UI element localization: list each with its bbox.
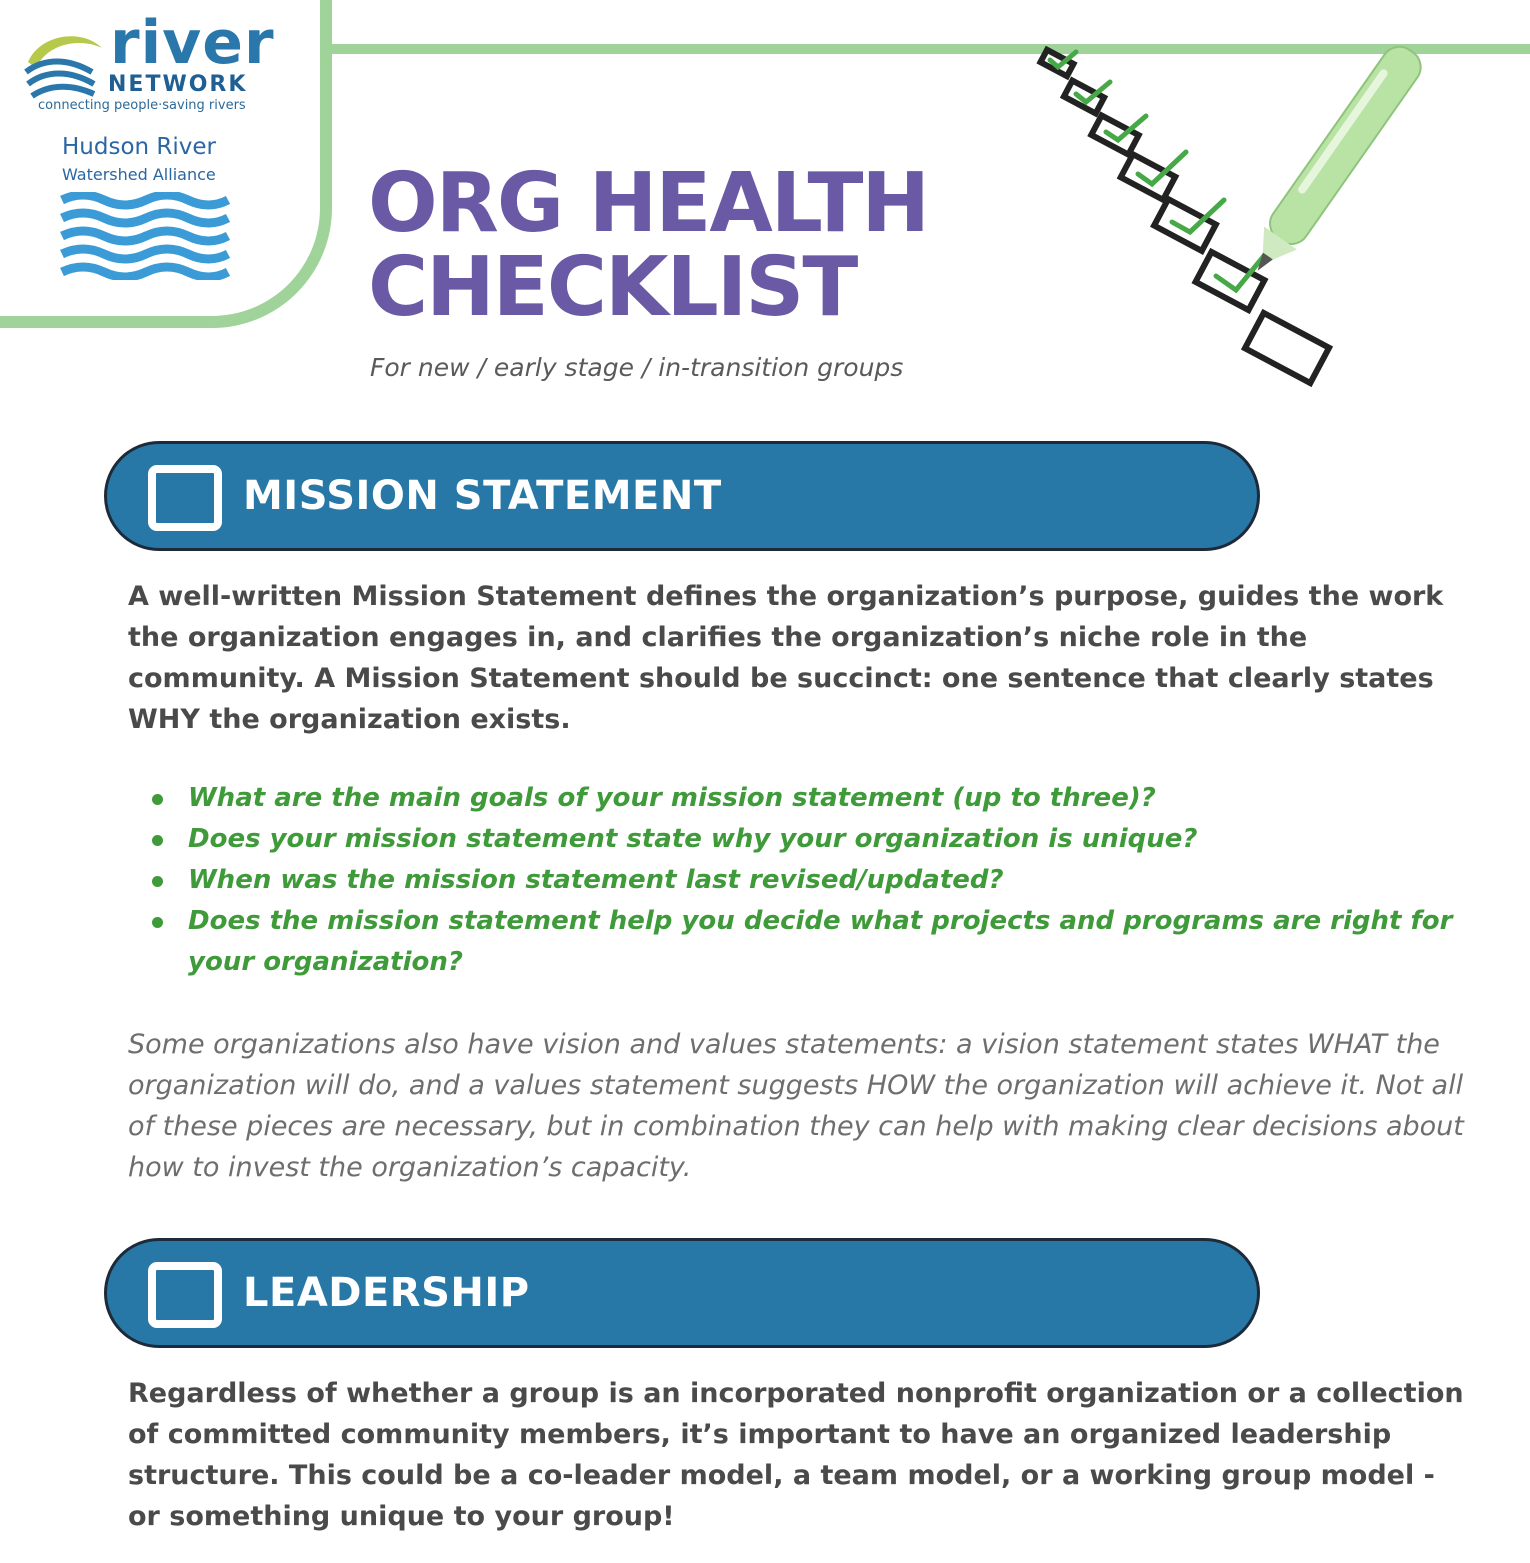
mission-statement-header — [104, 441, 1260, 551]
checklist-pen-illustration — [1020, 40, 1440, 390]
list-item — [150, 860, 1470, 901]
list-item — [150, 778, 1470, 819]
hudson-river-logo-subtitle: Watershed Alliance — [62, 165, 216, 184]
checkbox-icon — [147, 1261, 223, 1329]
question-text: Does the mission statement help you decide what projects and programs are right for your organization? — [188, 906, 1453, 977]
river-network-tagline: connecting people·saving rivers — [38, 98, 246, 113]
page-subtitle: For new / early stage / in-transition groups — [370, 353, 904, 382]
bullet-icon — [152, 917, 163, 928]
question-text: Does your mission statement state why your organization is unique? — [188, 824, 1198, 854]
mission-statement-heading: MISSION STATEMENT — [243, 473, 722, 519]
river-network-swoosh-icon — [22, 28, 106, 108]
river-network-wordmark: river — [110, 8, 275, 78]
question-text: What are the main goals of your mission statement (up to three)? — [188, 783, 1156, 813]
bullet-icon — [152, 835, 163, 846]
mission-statement-intro: A well-written Mission Statement defines the organization’s purpose, guides the work the organization engages in, and clarifies the organization’s niche role in the community. A Mission Statement should be succinct: one sentence that clearly states WHY the organization exists. — [128, 581, 1444, 735]
list-item — [150, 819, 1470, 860]
page-title-line-1: ORG HEALTH — [368, 156, 929, 251]
checkbox-icon — [147, 464, 223, 532]
hudson-river-waves-icon — [60, 192, 230, 280]
leadership-heading: LEADERSHIP — [243, 1270, 530, 1316]
mission-questions-list — [150, 778, 1470, 983]
bullet-icon — [152, 876, 163, 887]
page-title — [368, 156, 929, 335]
leadership-intro: Regardless of whether a group is an incorporated nonprofit organization or a collection of committed community members, it’s important to have an organized leadership structure. This could be a co-leader model, a team model, or a working group model - or something unique to your group! — [128, 1378, 1464, 1532]
mission-statement-note: Some organizations also have vision and values statements: a vision statement states WHAT the organization will do, and a values statement suggests HOW the organization will achieve it. Not all of these pieces are necessary, but in combination they can help with making clear decisions about how to invest the organization’s capacity. — [128, 1029, 1464, 1183]
page-title-line-2: CHECKLIST — [368, 240, 857, 335]
river-network-network-text: NETWORK — [108, 72, 248, 97]
leadership-header — [104, 1238, 1260, 1348]
list-item — [150, 901, 1470, 983]
hudson-river-logo-name: Hudson River — [62, 134, 217, 160]
question-text: When was the mission statement last revised/updated? — [188, 865, 1004, 895]
bullet-icon — [152, 794, 163, 805]
